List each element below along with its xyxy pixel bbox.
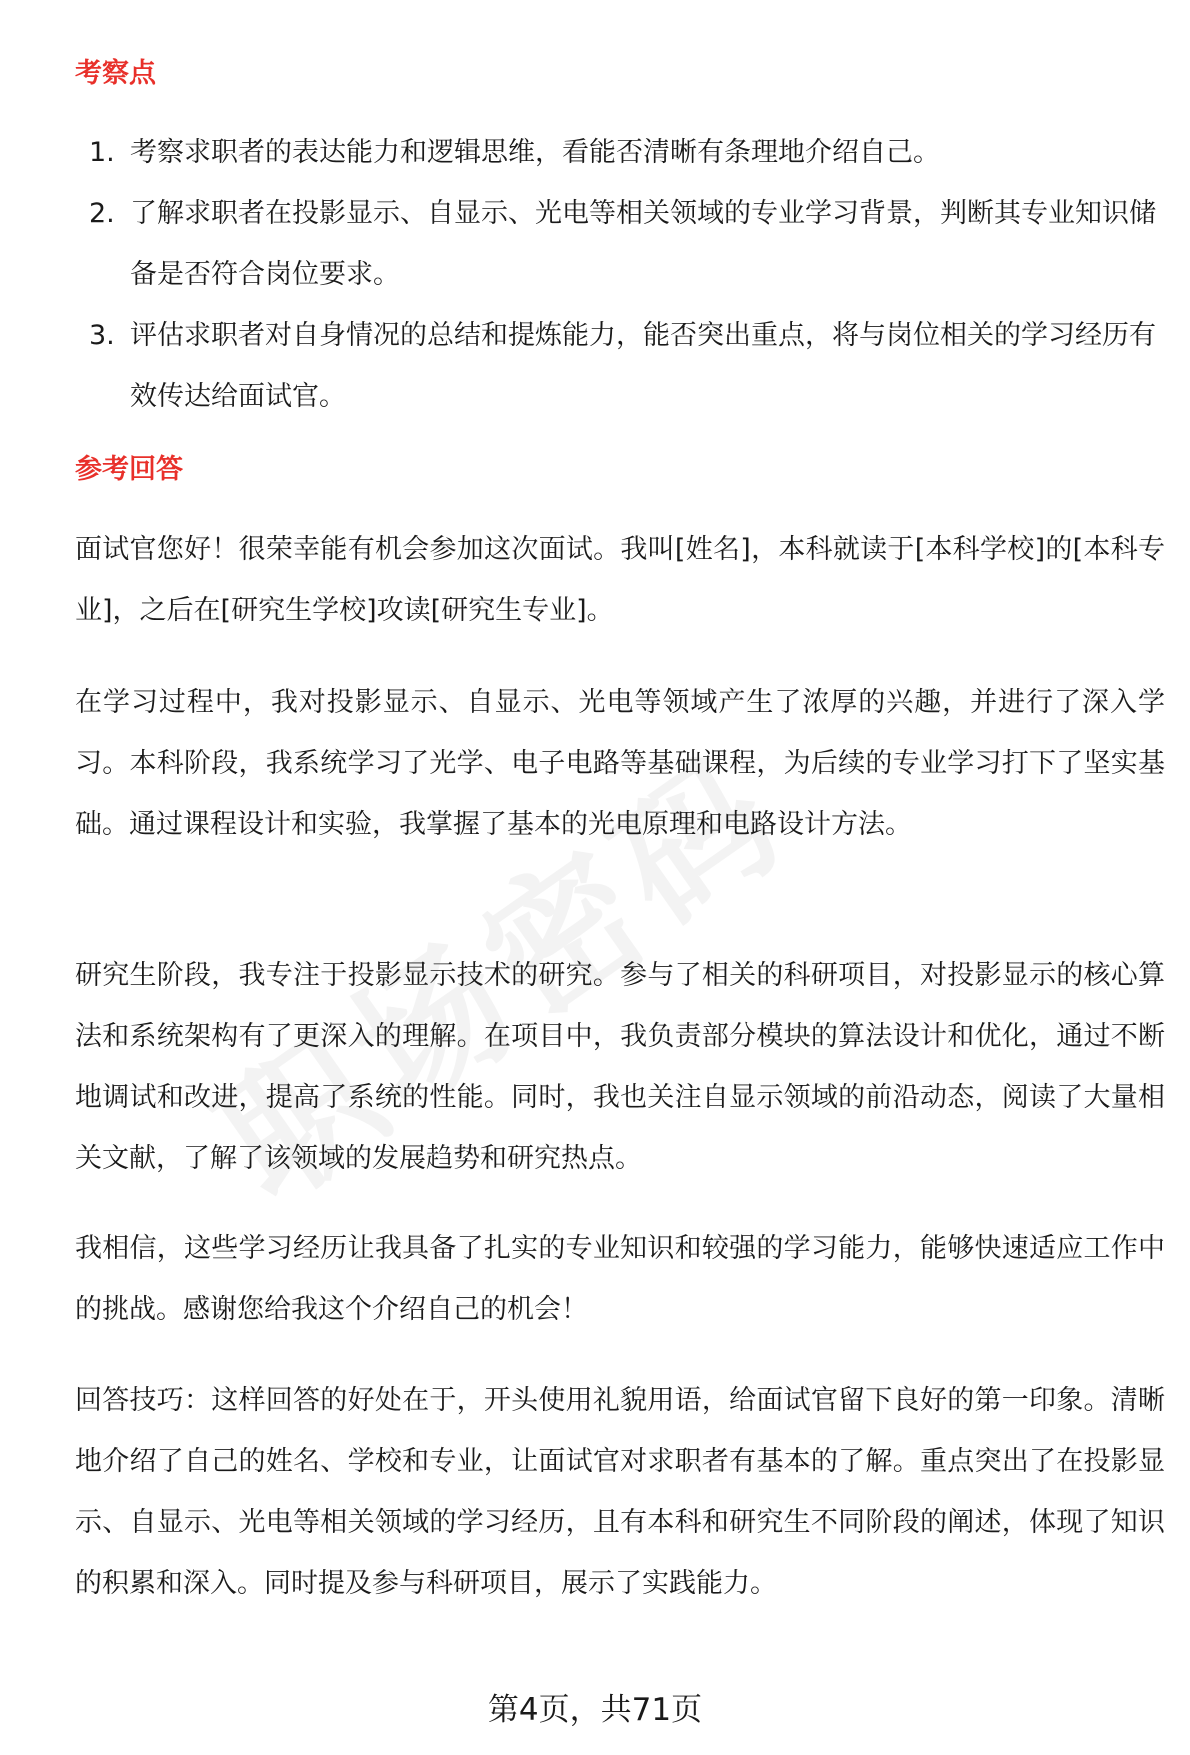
answer-paragraph: 在学习过程中，我对投影显示、自显示、光电等领域产生了浓厚的兴趣，并进行了深入学习。本科阶段，我系统学习了光学、电子电路等基础课程，为后续的专业学习打下了坚实基础。通过课程设计和实验，我掌握了基本的光电原理和电路设计方法。	[75, 687, 1165, 840]
list-item	[75, 122, 1165, 183]
answer-tips-paragraph: 回答技巧：这样回答的好处在于，开头使用礼貌用语，给面试官留下良好的第一印象。清晰地介绍了自己的姓名、学校和专业，让面试官对求职者有基本的了解。重点突出了在投影显示、自显示、光电等相关领域的学习经历，且有本科和研究生不同阶段的阐述，体现了知识的积累和深入。同时提及参与科研项目，展示了实践能力。	[75, 1385, 1165, 1599]
answer-paragraph: 我相信，这些学习经历让我具备了扎实的专业知识和较强的学习能力，能够快速适应工作中的挑战。感谢您给我这个介绍自己的机会！	[75, 1233, 1165, 1325]
answer-paragraph: 面试官您好！很荣幸能有机会参加这次面试。我叫[姓名]，本科就读于[本科学校]的[本科专业]，之后在[研究生学校]攻读[研究生专业]。	[75, 534, 1165, 626]
section-heading-answer: 参考回答	[75, 454, 183, 485]
page-number: 第4页，共71页	[487, 1692, 703, 1728]
list-item-text: 了解求职者在投影显示、自显示、光电等相关领域的专业学习背景，判断其专业知识储备是否符合岗位要求。	[130, 198, 1156, 290]
list-item	[75, 305, 1165, 427]
list-item-text: 评估求职者对自身情况的总结和提炼能力，能否突出重点，将与岗位相关的学习经历有效传达给面试官。	[130, 320, 1156, 412]
answer-paragraph: 研究生阶段，我专注于投影显示技术的研究。参与了相关的科研项目，对投影显示的核心算法和系统架构有了更深入的理解。在项目中，我负责部分模块的算法设计和优化，通过不断地调试和改进，提高了系统的性能。同时，我也关注自显示领域的前沿动态，阅读了大量相关文献，了解了该领域的发展趋势和研究热点。	[75, 960, 1165, 1174]
list-number: 2.	[89, 198, 115, 229]
list-item	[75, 183, 1165, 305]
list-number: 3.	[89, 320, 115, 351]
points-list	[75, 122, 1165, 427]
section-heading-points: 考察点	[75, 58, 156, 89]
list-item-text: 考察求职者的表达能力和逻辑思维，看能否清晰有条理地介绍自己。	[130, 137, 940, 168]
list-number: 1.	[89, 137, 115, 168]
